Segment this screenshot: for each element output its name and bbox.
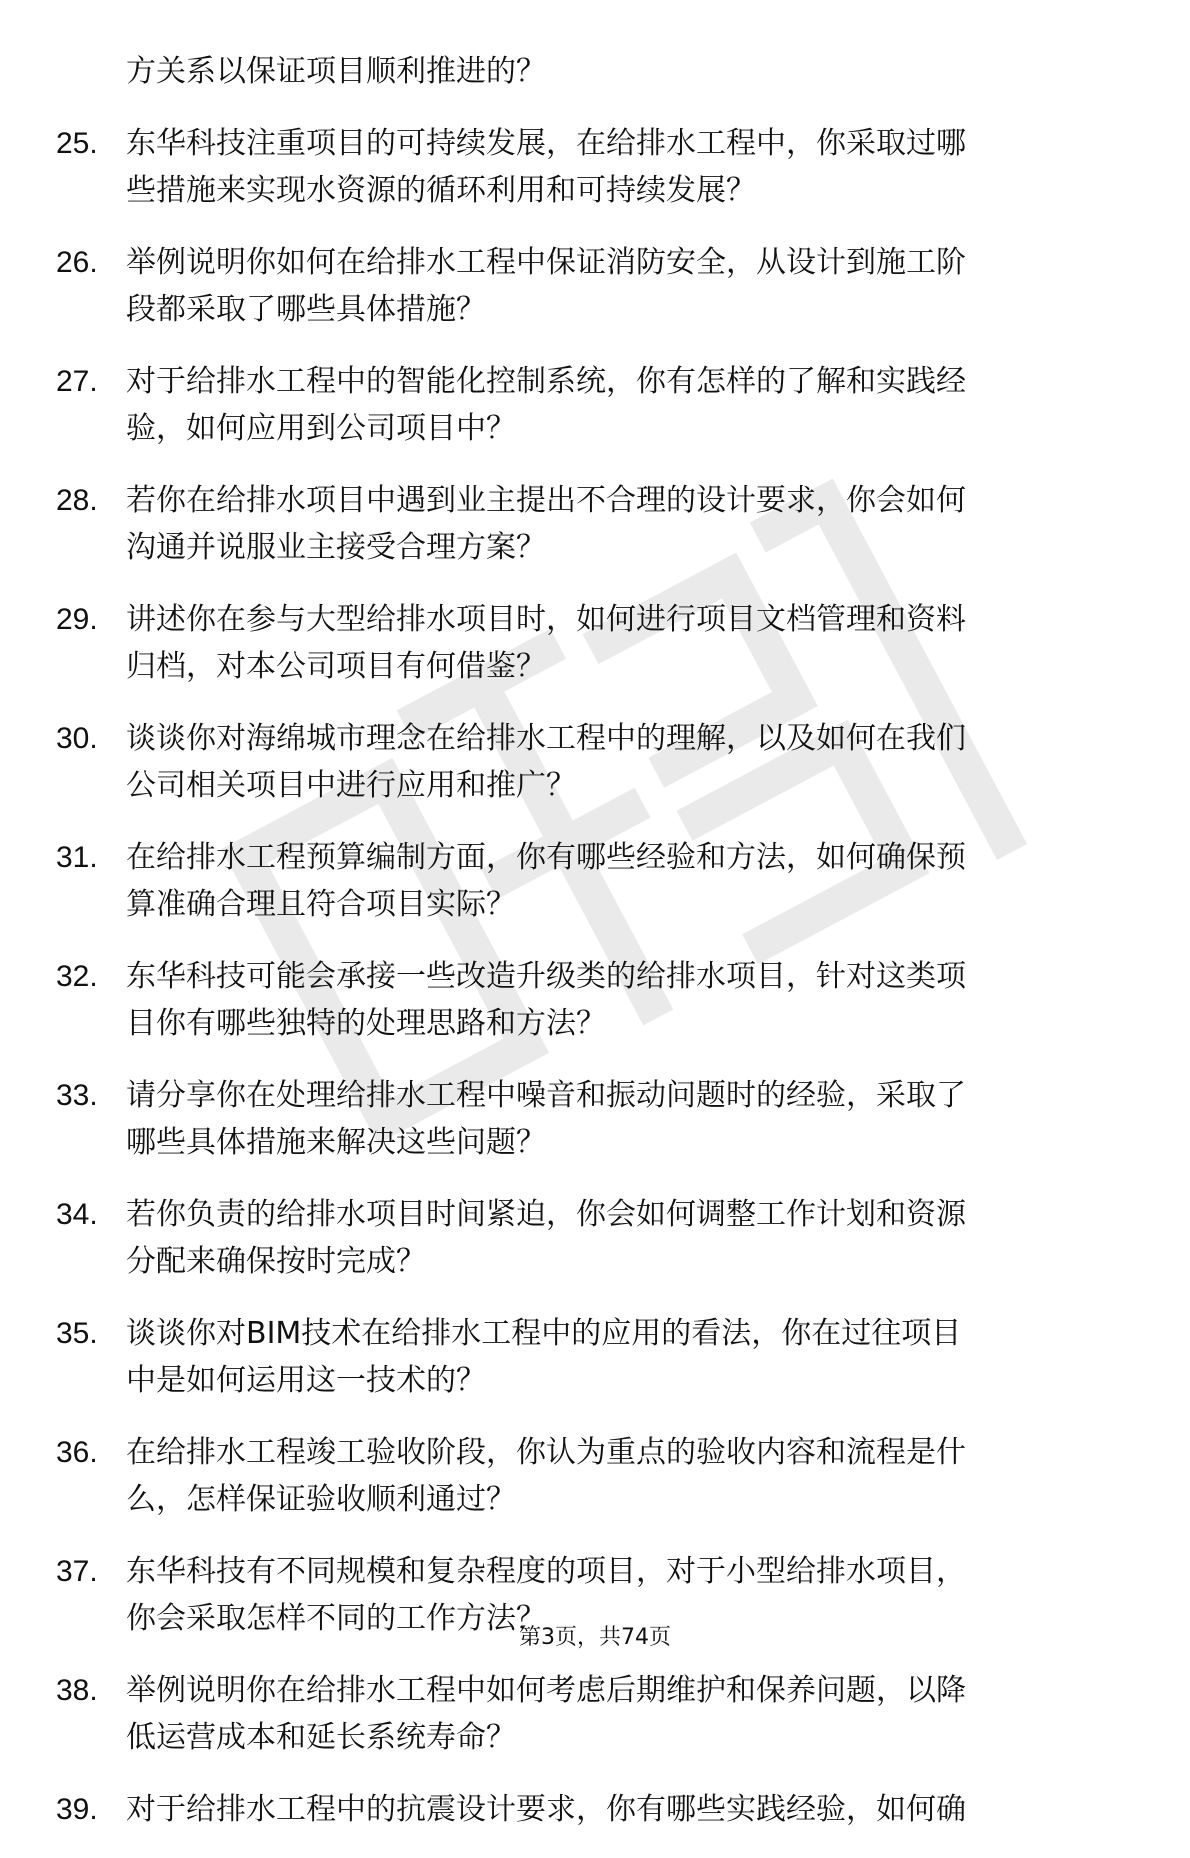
list-item (56, 1310, 1116, 1404)
question-text (126, 596, 1116, 690)
list-item (56, 834, 1116, 928)
question-number: 38. (56, 1674, 98, 1707)
list-item (56, 953, 1116, 1047)
question-number: 28. (56, 484, 98, 517)
question-number: 31. (56, 841, 98, 874)
question-text-line: 谈谈你对海绵城市理念在给排水工程中的理解，以及如何在我们 (126, 721, 966, 756)
question-text (126, 358, 1116, 452)
list-item (56, 120, 1116, 214)
question-text (126, 1310, 1116, 1404)
question-text (126, 1667, 1116, 1761)
question-list (56, 120, 1116, 1833)
question-text (126, 1786, 1116, 1833)
page-footer: 第3页，共74页 (519, 1625, 671, 1650)
question-text (126, 1191, 1116, 1285)
question-number: 36. (56, 1436, 98, 1469)
list-item (56, 1429, 1116, 1523)
list-item (56, 1667, 1116, 1761)
question-text-line: 些措施来实现水资源的循环利用和可持续发展？ (126, 173, 756, 208)
list-item (56, 715, 1116, 809)
question-content (56, 48, 1116, 1858)
continued-question-text: 方关系以保证项目顺利推进的？ (126, 54, 546, 89)
question-text-line: 谈谈你对BIM技术在给排水工程中的应用的看法，你在过往项目 (126, 1316, 962, 1351)
question-text-line: 公司相关项目中进行应用和推广？ (126, 768, 576, 803)
question-text-line: 举例说明你在给排水工程中如何考虑后期维护和保养问题，以降 (126, 1673, 966, 1708)
question-number: 35. (56, 1317, 98, 1350)
question-text (126, 1072, 1116, 1166)
question-text-line: 东华科技注重项目的可持续发展，在给排水工程中，你采取过哪 (126, 126, 966, 161)
question-number: 33. (56, 1079, 98, 1112)
question-text-line: 分配来确保按时完成？ (126, 1244, 426, 1279)
question-text-line: 么，怎样保证验收顺利通过？ (126, 1482, 516, 1517)
question-text-line: 东华科技可能会承接一些改造升级类的给排水项目，针对这类项 (126, 959, 966, 994)
question-text-line: 对于给排水工程中的抗震设计要求，你有哪些实践经验，如何确 (126, 1792, 966, 1827)
question-text (126, 477, 1116, 571)
question-text-line: 若你在给排水项目中遇到业主提出不合理的设计要求，你会如何 (126, 483, 966, 518)
question-text-line: 你会采取怎样不同的工作方法？ (126, 1601, 546, 1636)
list-item (56, 1786, 1116, 1833)
question-text-line: 若你负责的给排水项目时间紧迫，你会如何调整工作计划和资源 (126, 1197, 966, 1232)
question-text-line: 目你有哪些独特的处理思路和方法？ (126, 1006, 606, 1041)
question-text (126, 834, 1116, 928)
list-item (56, 239, 1116, 333)
question-text-line: 中是如何运用这一技术的？ (126, 1363, 486, 1398)
list-item (56, 596, 1116, 690)
question-number: 27. (56, 365, 98, 398)
question-text-line: 请分享你在处理给排水工程中噪音和振动问题时的经验，采取了 (126, 1078, 966, 1113)
question-text-line: 算准确合理且符合项目实际？ (126, 887, 516, 922)
question-text (126, 1429, 1116, 1523)
question-text-line: 讲述你在参与大型给排水项目时，如何进行项目文档管理和资料 (126, 602, 966, 637)
question-text-line: 东华科技有不同规模和复杂程度的项目，对于小型给排水项目， (126, 1554, 966, 1589)
question-text-line: 低运营成本和延长系统寿命？ (126, 1720, 516, 1755)
question-text-line: 沟通并说服业主接受合理方案？ (126, 530, 546, 565)
question-text (126, 953, 1116, 1047)
question-text-line: 在给排水工程竣工验收阶段，你认为重点的验收内容和流程是什 (126, 1435, 966, 1470)
question-number: 25. (56, 127, 98, 160)
question-text (126, 120, 1116, 214)
question-text-line: 哪些具体措施来解决这些问题？ (126, 1125, 546, 1160)
question-number: 29. (56, 603, 98, 636)
question-text-line: 对于给排水工程中的智能化控制系统，你有怎样的了解和实践经 (126, 364, 966, 399)
question-number: 37. (56, 1555, 98, 1588)
list-item (56, 477, 1116, 571)
list-item (56, 1072, 1116, 1166)
question-number: 32. (56, 960, 98, 993)
question-text-line: 归档，对本公司项目有何借鉴？ (126, 649, 546, 684)
question-text (126, 715, 1116, 809)
question-text-line: 举例说明你如何在给排水工程中保证消防安全，从设计到施工阶 (126, 245, 966, 280)
question-text-line: 验，如何应用到公司项目中？ (126, 411, 516, 446)
question-number: 26. (56, 246, 98, 279)
question-number: 34. (56, 1198, 98, 1231)
question-text-line: 在给排水工程预算编制方面，你有哪些经验和方法，如何确保预 (126, 840, 966, 875)
question-number: 39. (56, 1793, 98, 1826)
question-number: 30. (56, 722, 98, 755)
list-item (56, 358, 1116, 452)
list-item (56, 1191, 1116, 1285)
question-text (126, 239, 1116, 333)
question-text-line: 段都采取了哪些具体措施？ (126, 292, 486, 327)
